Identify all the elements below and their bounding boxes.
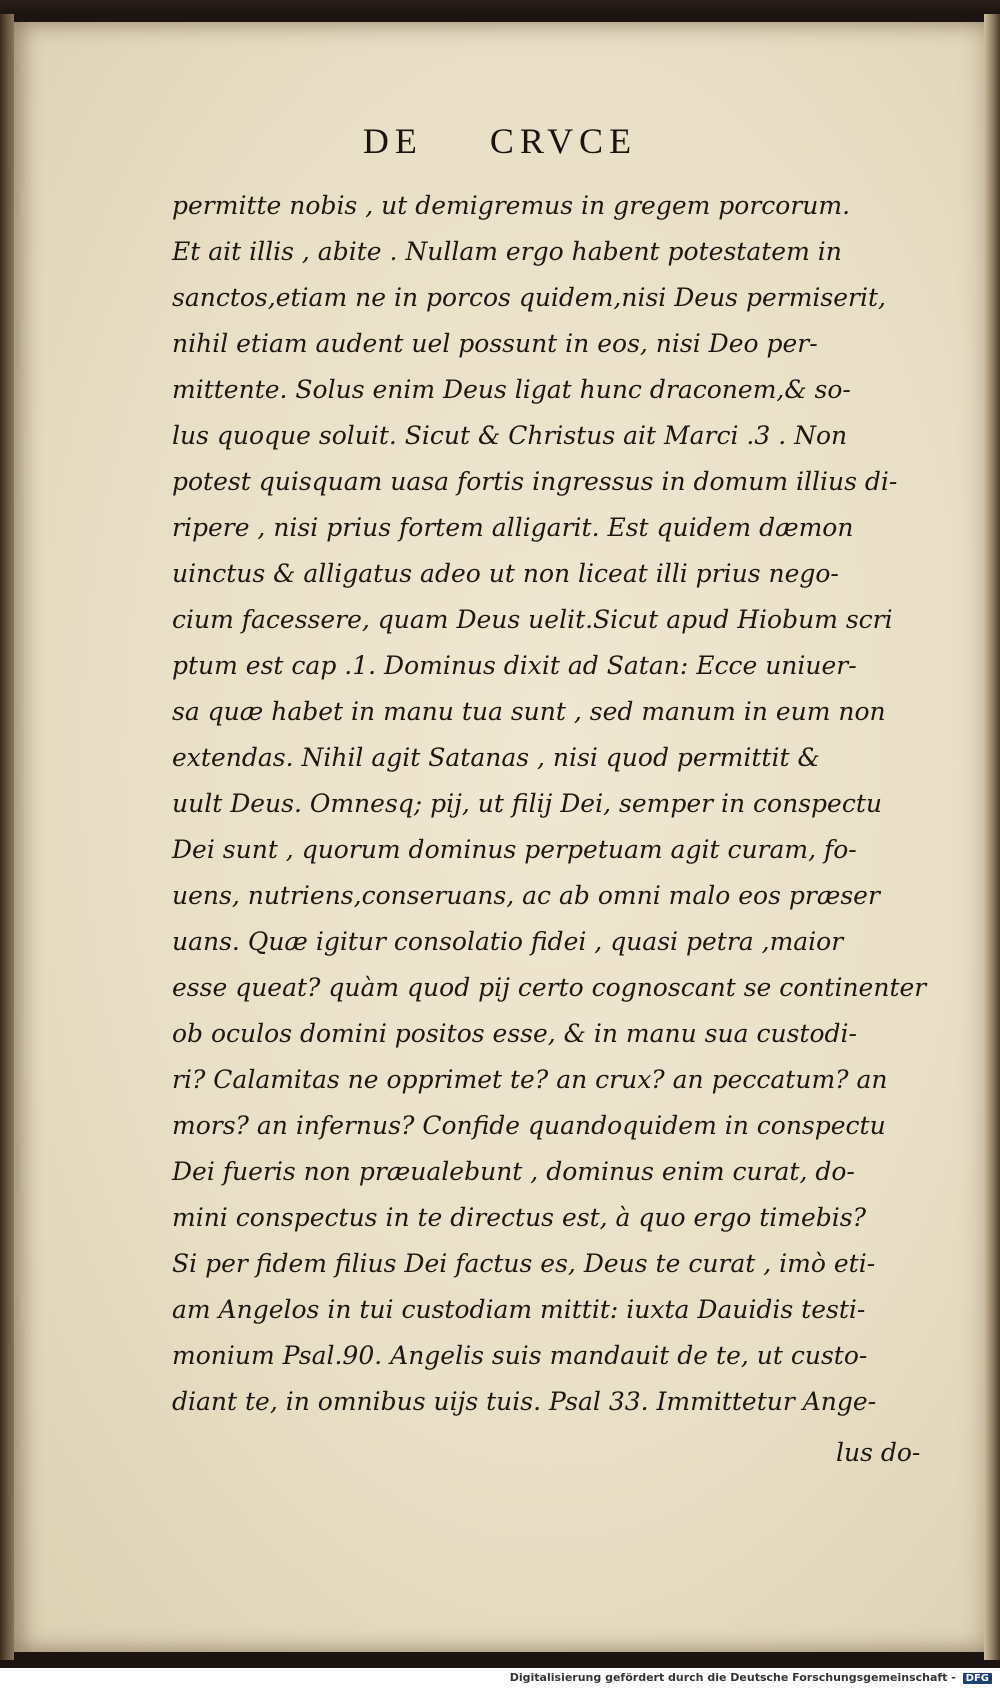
text-line: sa quæ habet in manu tua sunt , sed manum in eum non xyxy=(172,697,886,726)
text-line: uult Deus. Omnesq; pij, ut filij Dei, semper in conspectu xyxy=(172,789,882,818)
digitization-credit xyxy=(510,1671,992,1684)
text-line: Dei sunt , quorum dominus perpetuam agit curam, fo- xyxy=(172,835,857,864)
text-line: mors? an infernus? Confide quandoquidem in conspectu xyxy=(172,1111,886,1140)
text-line: am Angelos in tui custodiam mittit: iuxta Dauidis testi- xyxy=(172,1295,866,1324)
text-line: Dei fueris non præualebunt , dominus enim curat, do- xyxy=(172,1157,855,1186)
text-line: potest quisquam uasa fortis ingressus in domum illius di- xyxy=(172,467,898,496)
text-line: cium facessere, quam Deus uelit.Sicut apud Hiobum scri xyxy=(172,605,893,634)
header-word-cruce: CRVCE xyxy=(489,121,638,161)
body-text xyxy=(172,183,952,1425)
book-spine-edge xyxy=(0,14,14,1660)
text-line: monium Psal.90. Angelis suis mandauit de te, ut custo- xyxy=(172,1341,868,1370)
text-line: permitte nobis , ut demigremus in gregem porcorum. xyxy=(172,191,851,220)
text-line: uinctus & alligatus adeo ut non liceat illi prius nego- xyxy=(172,559,839,588)
text-line: nihil etiam audent uel possunt in eos, nisi Deo per- xyxy=(172,329,818,358)
text-line: Et ait illis , abite . Nullam ergo habent potestatem in xyxy=(172,237,842,266)
scan-top-border xyxy=(0,0,1000,14)
text-line: mini conspectus in te directus est, à quo ergo timebis? xyxy=(172,1203,866,1232)
text-line: lus quoque soluit. Sicut & Christus ait Marci .3 . Non xyxy=(172,421,848,450)
catchword: lus do- xyxy=(836,1438,921,1467)
header-word-de: DE xyxy=(362,121,423,161)
text-line: extendas. Nihil agit Satanas , nisi quod permittit & xyxy=(172,743,820,772)
text-line: ri? Calamitas ne opprimet te? an crux? an peccatum? an xyxy=(172,1065,888,1094)
text-line: sanctos,etiam ne in porcos quidem,nisi Deus permiserit, xyxy=(172,283,886,312)
text-line: ptum est cap .1. Dominus dixit ad Satan: Ecce uniuer- xyxy=(172,651,857,680)
page-edge-right xyxy=(984,14,1000,1660)
running-header xyxy=(0,120,1000,162)
text-line: uens, nutriens,conseruans, ac ab omni malo eos præser xyxy=(172,881,880,910)
text-line: Si per fidem filius Dei factus es, Deus te curat , imò eti- xyxy=(172,1249,876,1278)
text-line: esse queat? quàm quod pij certo cognoscant se continenter xyxy=(172,973,927,1002)
text-line: ripere , nisi prius fortem alligarit. Est quidem dæmon xyxy=(172,513,854,542)
text-line: mittente. Solus enim Deus ligat hunc draconem,& so- xyxy=(172,375,851,404)
credit-text: Digitalisierung gefördert durch die Deutsche Forschungsgemeinschaft - xyxy=(509,1671,956,1684)
text-line: diant te, in omnibus uijs tuis. Psal 33. Immittetur Ange- xyxy=(172,1387,877,1416)
text-line: uans. Quæ igitur consolatio fidei , quasi petra ,maior xyxy=(172,927,844,956)
text-line: ob oculos domini positos esse, & in manu sua custodi- xyxy=(172,1019,857,1048)
dfg-logo-icon: DFG xyxy=(963,1673,992,1684)
